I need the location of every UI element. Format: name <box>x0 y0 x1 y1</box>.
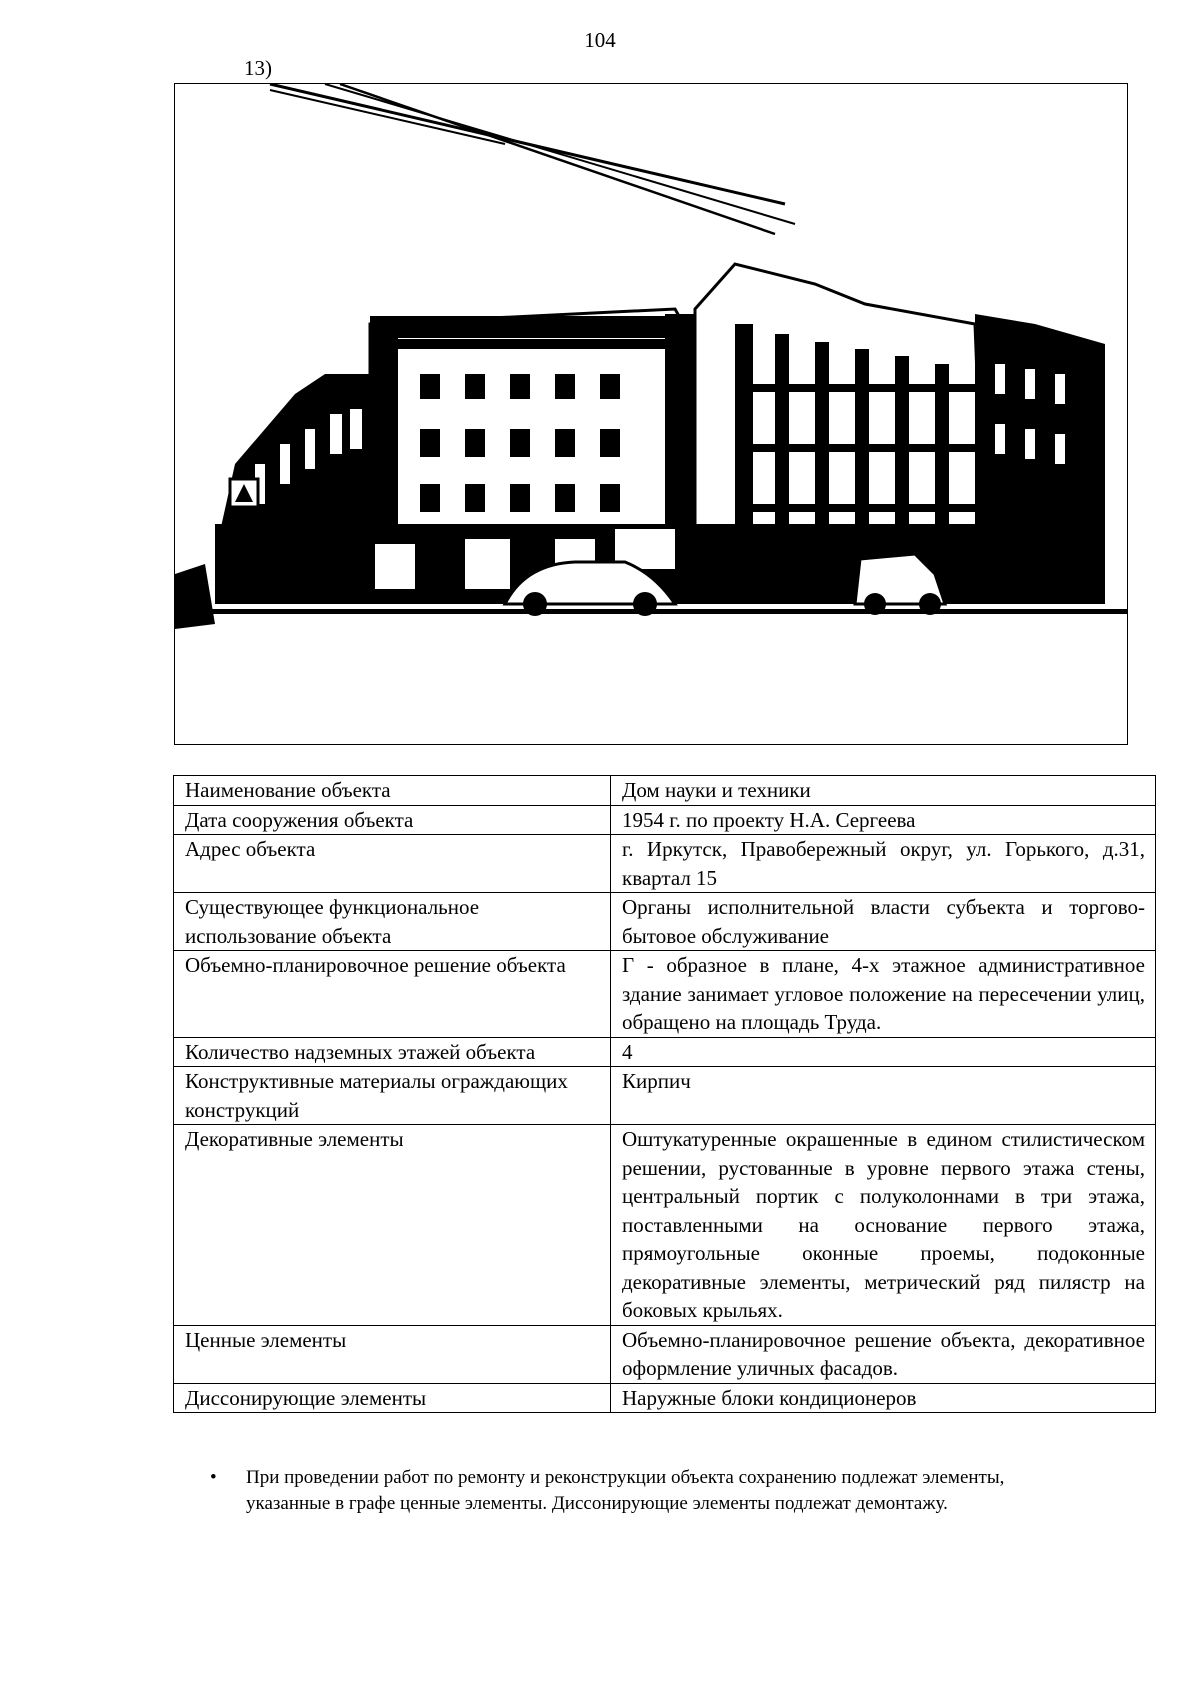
row-value: Оштукатуренные окрашенные в едином стилистическом решении, рустованные в уровне первого этажа стены, центральный портик с полуколоннами в три этажа, поставленными на основание первого этажа, прямоугольные оконные проемы, подоконные декоративные элементы, метрический ряд пилястр на боковых крыльях. <box>611 1125 1156 1326</box>
table-row <box>174 1325 1156 1383</box>
row-label: Диссонирующие элементы <box>174 1383 611 1413</box>
row-label: Количество надземных этажей объекта <box>174 1037 611 1067</box>
row-value: Органы исполнительной власти субъекта и торгово-бытовое обслуживание <box>611 893 1156 951</box>
row-value: Объемно-планировочное решение объекта, декоративное оформление уличных фасадов. <box>611 1325 1156 1383</box>
preservation-note <box>210 1465 1090 1517</box>
row-value: Наружные блоки кондиционеров <box>611 1383 1156 1413</box>
row-value: Дом науки и техники <box>611 776 1156 806</box>
table-row <box>174 776 1156 806</box>
building-photo-graphic <box>175 84 1127 744</box>
row-value: Кирпич <box>611 1067 1156 1125</box>
table-row <box>174 1067 1156 1125</box>
table-row <box>174 1383 1156 1413</box>
figure-number: 13) <box>244 56 272 80</box>
table-row <box>174 893 1156 951</box>
row-value: Г - образное в плане, 4-х этажное административное здание занимает угловое положение на пересечении улиц, обращено на площадь Труда. <box>611 951 1156 1038</box>
bullet-icon: • <box>210 1467 217 1488</box>
row-value: г. Иркутск, Правобережный округ, ул. Горького, д.31, квартал 15 <box>611 835 1156 893</box>
row-label: Декоративные элементы <box>174 1125 611 1326</box>
frieze <box>380 339 690 349</box>
row-label: Адрес объекта <box>174 835 611 893</box>
overhead-wires <box>270 84 795 234</box>
curb-line <box>175 609 1127 614</box>
row-label: Существующее функциональное использование объекта <box>174 893 611 951</box>
table-row <box>174 835 1156 893</box>
note-text: При проведении работ по ремонту и реконструкции объекта сохранению подлежат элементы, указанные в графе ценные элементы. Диссонирующие элементы подлежат демонтажу. <box>246 1467 1005 1514</box>
row-value: 1954 г. по проекту Н.А. Сергеева <box>611 805 1156 835</box>
object-passport-table <box>173 775 1156 1413</box>
row-label: Наименование объекта <box>174 776 611 806</box>
cornice <box>370 316 695 338</box>
row-label: Объемно-планировочное решение объекта <box>174 951 611 1038</box>
page-number: 104 <box>584 28 616 52</box>
table-row <box>174 1125 1156 1326</box>
row-label: Дата сооружения объекта <box>174 805 611 835</box>
table-row <box>174 951 1156 1038</box>
row-label: Ценные элементы <box>174 1325 611 1383</box>
row-label: Конструктивные материалы ограждающих конструкций <box>174 1067 611 1125</box>
table-row <box>174 1037 1156 1067</box>
building-photo <box>174 83 1128 745</box>
table-row <box>174 805 1156 835</box>
row-value: 4 <box>611 1037 1156 1067</box>
